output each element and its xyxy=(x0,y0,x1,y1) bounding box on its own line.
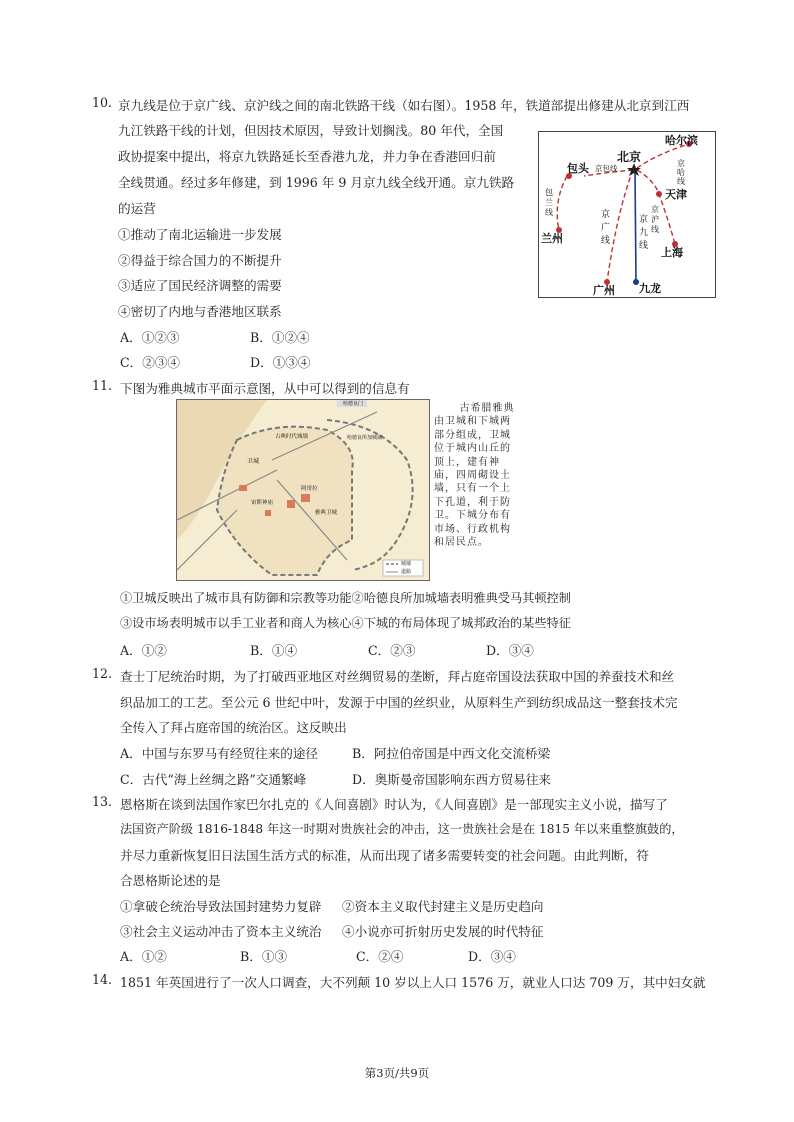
page-footer: 第3页/共9页 xyxy=(364,1066,430,1080)
q10-item-3: ③适应了国民经济调整的需要 xyxy=(118,278,282,293)
q10-option-c: C．②③④ xyxy=(120,355,181,370)
line-jinghu-2: 沪 xyxy=(651,215,659,224)
city-guangzhou: 广州 xyxy=(593,284,615,297)
q13-option-b: B．①③ xyxy=(240,949,288,964)
city-jiulong: 九龙 xyxy=(639,282,661,295)
q11-number: 11. xyxy=(92,378,113,393)
q13-item-4: ④小说亦可折射历史发展的时代特征 xyxy=(342,924,544,939)
q14-line-1: 1851 年英国进行了一次人口调查，大不列颠 10 岁以上人口 1576 万，就业人口达 709 万，其中妇女就 xyxy=(120,975,706,990)
caption-line-11: 和居民点。 xyxy=(434,537,489,549)
caption-line-10: 市场、行政机构 xyxy=(434,523,511,535)
q10-line-1: 京九线是位于京广线、京沪线之间的南北铁路干线（如右图）。1958 年，铁道部提出修建从北京到江西 xyxy=(118,98,690,113)
q10-line-4: 全线贯通。经过多年修建，到 1996 年 9 月京九线全线开通。京九铁路 xyxy=(118,175,515,190)
caption-line-1: 古希腊雅典 xyxy=(459,403,515,414)
q13-item-2: ②资本主义取代封建主义是历史趋向 xyxy=(342,899,544,914)
railway-map xyxy=(538,131,716,298)
line-jinghu-1: 京 xyxy=(651,205,659,214)
q10-line-5: 的运营 xyxy=(118,201,156,216)
caption-line-6: 庙，四周砌设土 xyxy=(434,470,511,482)
line-jingjiu-1: 京 xyxy=(639,215,649,225)
caption-line-3: 部分组成，卫城 xyxy=(434,429,511,441)
line-jingguang-1: 京 xyxy=(601,210,611,220)
q13-number: 13. xyxy=(92,794,113,809)
q11-option-a: A．①② xyxy=(120,643,167,658)
q13-line-2: 法国资产阶级 1816-1848 年这一时期对贵族社会的冲击，这一贵族社会是在 1815 年以来重整旗鼓的， xyxy=(120,822,684,836)
athens-label-classical-wall: 古典时代城墙 xyxy=(275,434,309,440)
city-tianjin: 天津 xyxy=(665,188,687,201)
athens-label-zeus-temple: 宙斯神庙 xyxy=(251,500,274,506)
line-baolan-1: 包 xyxy=(545,188,553,197)
city-lanzhou: 兰州 xyxy=(541,232,563,245)
q11-option-b: B．①④ xyxy=(250,643,298,658)
caption-line-4: 位于城内山丘的 xyxy=(434,443,511,455)
caption-line-2: 由卫城和下城两 xyxy=(434,416,511,428)
legend-wall: 城墙 xyxy=(401,561,412,567)
q10-option-d: D．①③④ xyxy=(250,355,311,370)
q12-line-3: 全传入了拜占庭帝国的统治区。这反映出 xyxy=(120,720,347,735)
q10-line-3: 政协提案中提出，将京九铁路延长至香港九龙，并力争在香港回归前 xyxy=(118,149,496,164)
q11-option-d: D．③④ xyxy=(486,643,534,658)
line-jingjiu-2: 九 xyxy=(639,228,649,238)
q13-line-4: 合恩格斯论述的是 xyxy=(120,873,221,888)
line-jingbao: 京包线 xyxy=(595,164,618,173)
q10-item-4: ④密切了内地与香港地区联系 xyxy=(118,304,282,319)
q13-line-1: 恩格斯在谈到法国作家巴尔扎克的《人间喜剧》时认为，《人间喜剧》是一部现实主义小说，描写了 xyxy=(120,797,668,812)
q10-item-2: ②得益于综合国力的不断提升 xyxy=(118,253,282,268)
athens-label-hadrian-wall: 哈德良所加城墙 xyxy=(347,435,383,441)
city-beijing: 北京 xyxy=(617,150,642,164)
q11-stem: 下图为雅典城市平面示意图，从中可以得到的信息有 xyxy=(120,381,410,396)
q13-option-a: A．①② xyxy=(120,949,167,964)
legend-road: 道路 xyxy=(401,569,412,575)
city-shanghai: 上海 xyxy=(661,246,683,259)
q13-line-3: 并尽力重新恢复旧日法国生活方式的标准，从而出现了诸多需要转变的社会问题。由此判断，符 xyxy=(120,848,649,863)
line-jingha-1: 京 xyxy=(677,159,685,168)
q12-option-c: C．古代“海上丝绸之路”交通繁峰 xyxy=(120,772,307,787)
q10-number: 10. xyxy=(92,95,113,110)
athens-label-acropolis: 卫城 xyxy=(247,458,260,465)
line-jingguang-3: 线 xyxy=(601,236,611,246)
city-baotou: 包头 xyxy=(567,162,589,175)
caption-line-8: 下孔道，利于防 xyxy=(434,496,511,508)
athens-label-athens-acropolis: 雅典卫城 xyxy=(315,510,338,516)
q10-option-b: B．①②④ xyxy=(250,330,310,345)
line-jinghu-3: 线 xyxy=(651,225,659,234)
line-jingguang-2: 广 xyxy=(601,223,611,233)
q11-option-c: C．②③ xyxy=(368,643,416,658)
q14-number: 14. xyxy=(92,972,113,987)
q12-line-2: 织品加工的工艺。至公元 6 世纪中叶，发源于中国的丝织业，从原料生产到纺织成品这一整套技术完 xyxy=(120,695,678,710)
q12-option-b: B．阿拉伯帝国是中西文化交流桥梁 xyxy=(352,746,551,761)
q12-option-a: A．中国与东罗马有经贸往来的途径 xyxy=(120,746,319,761)
q10-option-a: A．①②③ xyxy=(120,330,180,345)
line-baolan-2: 兰 xyxy=(545,198,553,207)
q13-option-c: C．②④ xyxy=(356,949,404,964)
athens-label-hadrian-gate: 哈德良门 xyxy=(343,401,364,407)
q12-line-1: 查士丁尼统治时期，为了打破西亚地区对丝绸贸易的垄断，拜占庭帝国设法获取中国的养蚕技术和丝 xyxy=(120,669,675,684)
line-jingjiu-3: 线 xyxy=(639,241,649,251)
q11-items-1: ①卫城反映出了城市具有防御和宗教等功能②哈德良所加城墙表明雅典受马其顿控制 xyxy=(120,591,571,605)
q13-option-d: D．③④ xyxy=(468,949,516,964)
athens-map xyxy=(176,399,430,581)
q12-option-d: D．奥斯曼帝国影响东西方贸易往来 xyxy=(352,772,552,787)
city-harbin: 哈尔滨 xyxy=(665,134,698,147)
line-baolan-3: 线 xyxy=(545,208,553,217)
q10-item-1: ①推动了南北运输进一步发展 xyxy=(118,227,282,242)
q13-item-3: ③社会主义运动冲击了资本主义统治 xyxy=(120,924,322,939)
caption-line-5: 顶上，建有神 xyxy=(434,456,500,468)
athens-label-agora: 阿哥拉 xyxy=(301,486,318,492)
q10-line-2: 九江铁路干线的计划，但因技术原因，导致计划搁浅。80 年代，全国 xyxy=(118,123,504,138)
athens-caption xyxy=(434,402,540,549)
line-jingha-3: 线 xyxy=(677,177,685,186)
q13-item-1: ①拿破仑统治导致法国封建势力复辟 xyxy=(120,899,322,914)
line-jingha-2: 哈 xyxy=(677,168,685,177)
q12-number: 12. xyxy=(92,666,113,681)
caption-line-7: 墙，只有一个上 xyxy=(434,483,511,495)
q11-items-2: ③设市场表明城市以手工业者和商人为核心④下城的布局体现了城邦政治的某些特征 xyxy=(120,616,571,630)
caption-line-9: 卫。下城分布有 xyxy=(434,510,511,522)
